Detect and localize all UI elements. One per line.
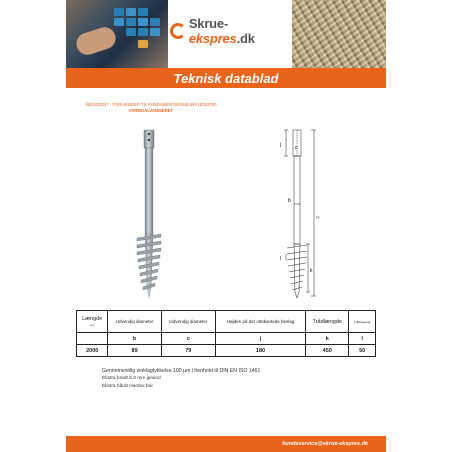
label-c: c (295, 145, 298, 151)
header-thread-length: Trådlængde (306, 311, 349, 333)
table-value-row (77, 345, 376, 357)
footer-bar (66, 436, 386, 452)
label-b: b (288, 198, 291, 204)
page-title: Teknisk datablad (173, 70, 279, 86)
table-header-row (77, 311, 376, 333)
table-cell: b (108, 333, 161, 345)
label-length: Lg (316, 215, 320, 219)
table-cell: 89 (108, 345, 161, 357)
note-drill: Ekstra hårdt Hardox bor (102, 384, 153, 389)
header-bracket-height: Højden på det ottekantede beslag (215, 311, 306, 333)
table-cell (77, 333, 108, 345)
table-cell: 50 (349, 345, 376, 357)
title-bar (66, 68, 386, 88)
screws-photo (292, 0, 386, 68)
technical-drawing (256, 126, 346, 306)
table-symbol-row (77, 333, 376, 345)
spec-table (76, 310, 376, 357)
product-notes (102, 367, 372, 391)
table-cell: j (215, 333, 306, 345)
header-banner (66, 0, 386, 68)
label-l: l (280, 256, 282, 262)
logo-swirl-icon (170, 23, 186, 39)
table-cell: 180 (215, 345, 306, 357)
header-length: Længde (L) (77, 311, 108, 333)
product-subtitle (66, 102, 236, 114)
table-cell: k (306, 333, 349, 345)
table-cell: 79 (161, 345, 215, 357)
label-k: k (310, 268, 313, 274)
product-finish: VARMGALVANISERET (128, 108, 174, 113)
logo-text-ekspres: ekspres (188, 31, 237, 46)
contact-email-link[interactable]: kundeservice@skrue-ekspres.dk (282, 441, 368, 447)
table-cell: 450 (306, 345, 349, 357)
datasheet-page (66, 0, 386, 452)
table-cell: c (161, 333, 215, 345)
header-thread-pitch: Trådstigning (349, 311, 376, 333)
note-zinc: Gennemsnitlig zinklagtykkelse 100 µm i henhold til DIN EN ISO 1461 (102, 368, 261, 374)
screw-extension-image (134, 128, 164, 303)
header-outer-diameter: Udvendig diameter (108, 311, 161, 333)
label-j: j (280, 142, 282, 148)
table-cell: 2000 (77, 345, 108, 357)
header-inner-diameter: Indvendig diameter (161, 311, 215, 333)
tools-photo (66, 0, 168, 68)
logo-text-skrue: Skrue- (188, 16, 229, 31)
product-name: 9501000247 - FORLÆNGER TIL FUNDAMENTSKRUE 89X180X2000 (85, 102, 217, 107)
logo-text-dk: .dk (236, 31, 255, 46)
table-cell: l (349, 333, 376, 345)
brand-logo[interactable] (170, 18, 292, 44)
note-thread: Ekstra bredt 5,0 mm gevind (102, 376, 161, 381)
